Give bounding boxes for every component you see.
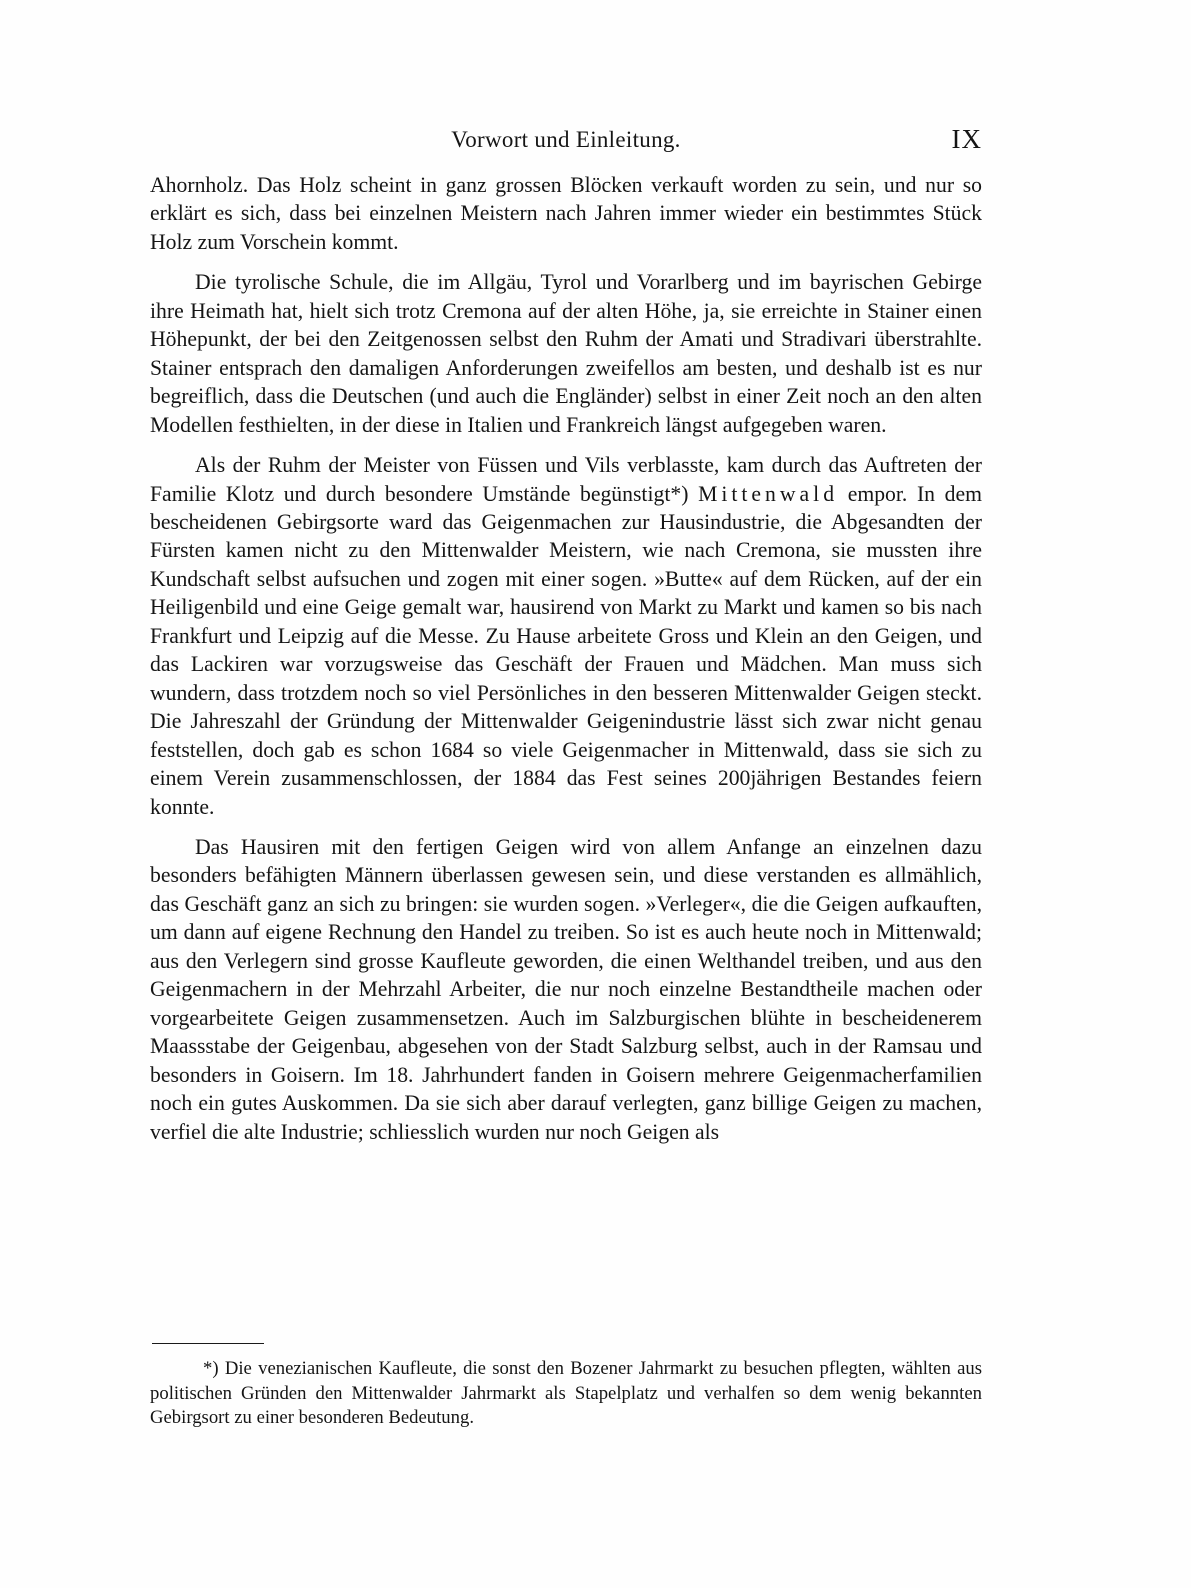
body-text bbox=[150, 171, 982, 1146]
paragraph-ahornholz: Ahornholz. Das Holz scheint in ganz grossen Blöcken verkauft worden zu sein, und nur so erklärt es sich, dass bei einzelnen Meistern nach Jahren immer wieder ein bestimmtes Stück Holz zum Vorschein kommt. bbox=[150, 173, 982, 254]
running-head: Vorwort und Einleitung. bbox=[451, 127, 681, 152]
paragraph-hausiren: Das Hausiren mit den fertigen Geigen wird von allem Anfange an einzelnen dazu besonders befähigten Männern überlassen gewesen sein, und diese verstanden es allmählich, das Geschäft ganz an sich zu bringen: sie wurden sogen. »Verleger«, die die Geigen aufkauften, um dann auf eigene Rechnung den Handel zu treiben. So ist es auch heute noch in Mittenwald; aus den Verlegern sind grosse Kaufleute geworden, die einen Welthandel treiben, und aus den Geigenmachern in der Mehrzahl Arbeiter, die nur noch einzelne Bestandtheile machen oder vorgearbeitete Geigen zusammensetzen. Auch im Salzburgischen blühte in bescheidenerem Maassstabe der Geigenbau, abgesehen von der Stadt Salzburg selbst, auch in der Ramsau und besonders in Goisern. Im 18. Jahrhundert fanden in Goisern mehrere Geigenmacherfamilien noch ein gutes Auskommen. Da sie sich aber darauf verlegten, ganz billige Geigen zu machen, verfiel die alte Industrie; schliesslich wurden nur noch Geigen als bbox=[150, 834, 982, 1144]
spaced-emphasis-mittenwald: Mittenwald bbox=[698, 481, 839, 506]
paragraph-mittenwald-part-2: empor. In dem bescheidenen Gebirgsorte ward das Geigenmachen zur Hausindustrie, die Abgesandten der Fürsten kamen nicht zu den Mittenwalder Meistern, wie nach Cremona, sie mussten ihre Kundschaft selbst aufsuchen und zogen mit einer sogen. »Butte« auf dem Rücken, auf der ein Heiligenbild und eine Geige gemalt war, hausirend von Markt zu Markt und kamen so bis nach Frankfurt und Leipzig auf die Messe. Zu Hause arbeitete Gross und Klein an den Geigen, und das Lackiren war vorzugsweise das Geschäft der Frauen und Mädchen. Man muss sich wundern, dass trotzdem noch so viel Persönliches in den besseren Mittenwalder Geigen steckt. Die Jahreszahl der Gründung der Mittenwalder Geigenindustrie lässt sich zwar nicht genau feststellen, doch gab es schon 1684 so viele Geigenmacher in Mittenwald, dass sie sich zu einem Verein zusammenschlossen, der 1884 das Fest seines 200jährigen Bestandes feiern konnte. bbox=[150, 481, 982, 819]
footnote: *) Die venezianischen Kaufleute, die sonst den Bozener Jahrmarkt zu besuchen pflegten, wählten aus politischen Gründen den Mittenwalder Jahrmarkt als Stapelplatz und verhalfen so dem wenig bekannten Gebirgsort zu einer besonderen Bedeutung. bbox=[150, 1358, 982, 1429]
paragraph-mittenwald-part-1: Als der Ruhm der Meister von Füssen und Vils verblasste, kam durch das Auftreten der Familie Klotz und durch besondere Umstände begünstigt*) bbox=[150, 453, 982, 506]
paragraph-mittenwald bbox=[150, 451, 982, 821]
page-header bbox=[150, 124, 982, 158]
footnote-rule bbox=[152, 1343, 264, 1344]
page-number: IX bbox=[951, 124, 982, 154]
paragraph-tyrolische-schule: Die tyrolische Schule, die im Allgäu, Tyrol und Vorarlberg und im bayrischen Gebirge ihre Heimath hat, hielt sich trotz Cremona auf der alten Höhe, ja, sie erreichte in Stainer einen Höhepunkt, der bei den Zeitgenossen selbst den Ruhm der Amati und Stradivari überstrahlte. Stainer entsprach den damaligen Anforderungen zweifellos am besten, und deshalb ist es nur begreiflich, dass die Deutschen (und auch die Engländer) selbst in einer Zeit noch an den alten Modellen festhielten, in der diese in Italien und Frankreich längst aufgegeben waren. bbox=[150, 270, 982, 437]
